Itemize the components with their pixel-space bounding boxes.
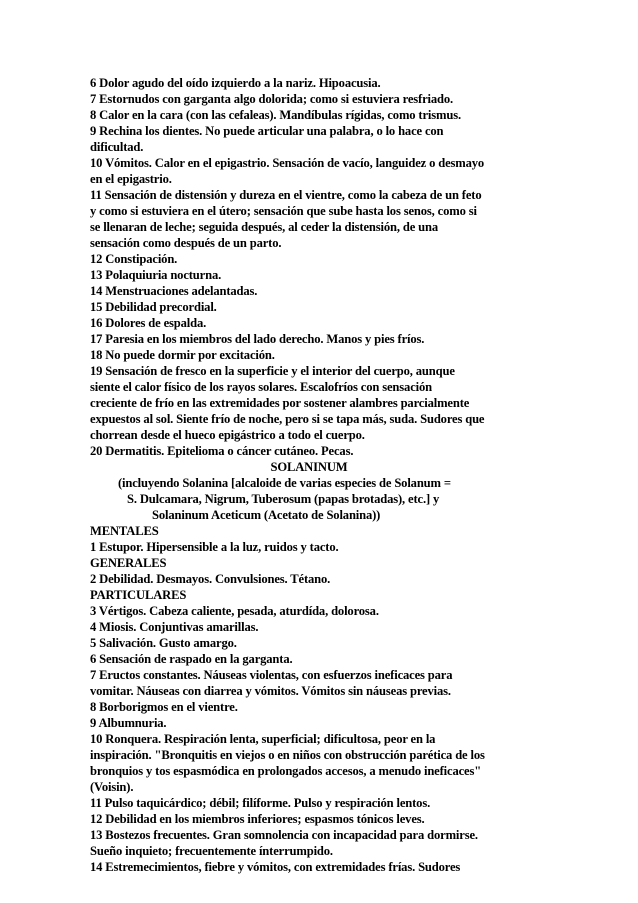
section-heading-particulares: PARTICULARES — [90, 588, 187, 602]
text-line: 20 Dermatitis. Epitelioma o cáncer cutáneo. Pecas. — [90, 444, 354, 458]
text-line: en el epigastrio. — [90, 172, 172, 186]
text-line: 16 Dolores de espalda. — [90, 316, 207, 330]
text-line: 12 Constipación. — [90, 252, 178, 266]
text-line: 1 Estupor. Hipersensible a la luz, ruidos y tacto. — [90, 540, 339, 554]
text-line: 2 Debilidad. Desmayos. Convulsiones. Tétano. — [90, 572, 331, 586]
remedy-subtitle-line: (incluyendo Solanina [alcaloide de varias especies de Solanum = — [118, 476, 451, 490]
text-line: 9 Rechina los dientes. No puede articular una palabra, o lo hace con — [90, 124, 444, 138]
text-line: 14 Menstruaciones adelantadas. — [90, 284, 258, 298]
text-line: creciente de frío en las extremidades por sostener alambres parcialmente — [90, 396, 470, 410]
text-line: 6 Sensación de raspado en la garganta. — [90, 652, 293, 666]
text-line: 7 Eructos constantes. Náuseas violentas, con esfuerzos ineficaces para — [90, 668, 453, 682]
symptom-list-top — [90, 75, 522, 459]
text-line: 11 Sensación de distensión y dureza en el vientre, como la cabeza de un feto — [90, 188, 482, 202]
text-line: 5 Salivación. Gusto amargo. — [90, 636, 237, 650]
text-line: y como si estuviera en el útero; sensación que sube hasta los senos, como si — [90, 204, 477, 218]
text-line: bronquios y tos espasmódica en prolongados accesos, a menudo ineficaces" — [90, 764, 482, 778]
remedy-subtitle-line: S. Dulcamara, Nigrum, Tuberosum (papas brotadas), etc.] y — [127, 492, 440, 506]
text-line: 18 No puede dormir por excitación. — [90, 348, 275, 362]
remedy-header — [90, 459, 522, 523]
text-line: 10 Ronquera. Respiración lenta, superficial; dificultosa, peor en la — [90, 732, 436, 746]
text-line: Sueño inquieto; frecuentemente ínterrumpido. — [90, 844, 333, 858]
text-line: 15 Debilidad precordial. — [90, 300, 217, 314]
text-line: 12 Debilidad en los miembros inferiores; espasmos tónicos leves. — [90, 812, 425, 826]
text-line: 4 Miosis. Conjuntivas amarillas. — [90, 620, 259, 634]
symptom-list-bottom — [90, 523, 522, 875]
text-line: 8 Borborigmos en el vientre. — [90, 700, 238, 714]
text-line: 7 Estornudos con garganta algo dolorida; como si estuviera resfriado. — [90, 92, 454, 106]
text-line: 11 Pulso taquicárdico; débil; filíforme. Pulso y respiración lentos. — [90, 796, 431, 810]
text-line: vomitar. Náuseas con diarrea y vómitos. Vómitos sin náuseas previas. — [90, 684, 451, 698]
text-line: 13 Polaquiuria nocturna. — [90, 268, 222, 282]
section-heading-mentales: MENTALES — [90, 524, 159, 538]
remedy-subtitle-line: Solaninum Aceticum (Acetato de Solanina)) — [152, 508, 381, 522]
text-line: siente el calor físico de los rayos solares. Escalofríos con sensación — [90, 380, 432, 394]
text-line: 14 Estremecimientos, fiebre y vómitos, con extremidades frías. Sudores — [90, 860, 461, 874]
text-line: 13 Bostezos frecuentes. Gran somnolencia con incapacidad para dormirse. — [90, 828, 478, 842]
section-heading-generales: GENERALES — [90, 556, 167, 570]
text-line: (Voisin). — [90, 780, 134, 794]
text-line: 6 Dolor agudo del oído izquierdo a la nariz. Hipoacusia. — [90, 76, 381, 90]
text-line: 17 Paresia en los miembros del lado derecho. Manos y pies fríos. — [90, 332, 425, 346]
text-line: se llenaran de leche; seguida después, al ceder la distensión, de una — [90, 220, 439, 234]
text-line: 3 Vértigos. Cabeza caliente, pesada, aturdída, dolorosa. — [90, 604, 379, 618]
text-line: 8 Calor en la cara (con las cefaleas). Mandíbulas rígidas, como trismus. — [90, 108, 461, 122]
text-line: 19 Sensación de fresco en la superficie y el interior del cuerpo, aunque — [90, 364, 455, 378]
text-line: dificultad. — [90, 140, 144, 154]
remedy-title: SOLANINUM — [270, 460, 348, 474]
text-line: sensación como después de un parto. — [90, 236, 282, 250]
text-line: 10 Vómitos. Calor en el epigastrio. Sensación de vacío, languidez o desmayo — [90, 156, 485, 170]
text-line: inspiración. "Bronquitis en viejos o en niños con obstrucción parética de los — [90, 748, 485, 762]
text-line: chorrean desde el hueco epigástrico a todo el cuerpo. — [90, 428, 365, 442]
text-line: expuestos al sol. Siente frío de noche, pero si se tapa más, suda. Sudores que — [90, 412, 485, 426]
text-line: 9 Albumnuria. — [90, 716, 167, 730]
document-page — [90, 75, 522, 875]
